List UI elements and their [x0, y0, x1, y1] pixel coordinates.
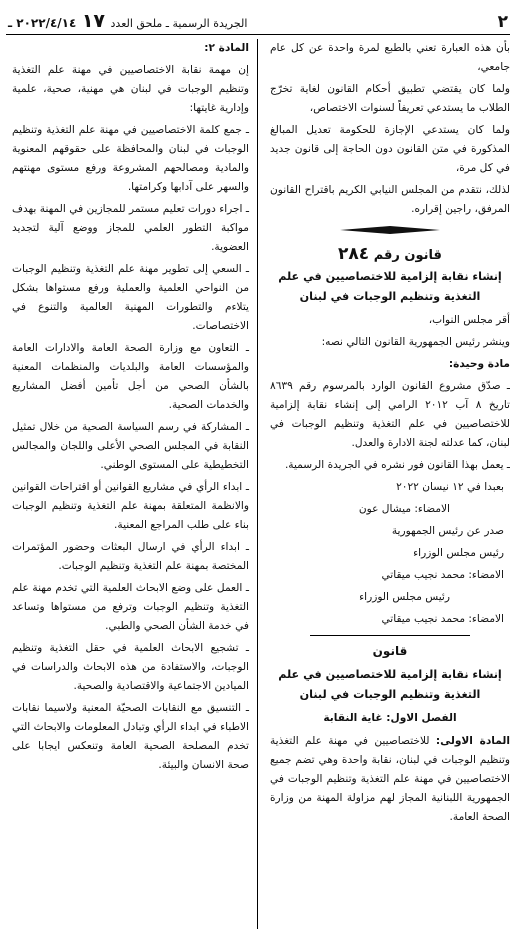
intro-paragraph: بأن هذه العبارة تعني بالطبع لمرة واحدة عن كل عام جامعي، [270, 42, 510, 73]
article-2-paragraph: ـ ابداء الرأي في ارسال البعثات وحضور المؤتمرات المختصة بمهنة علم التغذية وتنظيم الوجبات. [12, 541, 249, 572]
article-1 [270, 732, 510, 827]
pm-signature: الامضاء: محمد نجيب ميقاتي [381, 569, 504, 581]
article-2-paragraph: ـ جمع كلمة الاختصاصيين في مهنة علم التغذية وتنظيم الوجبات في لبنان والمحافظة على حقوقهم المعنوية والمادية ومصالحهم المشروعة ورفع مستوى مهنتهم والسهر على آدابها وكرامتها. [12, 124, 249, 193]
pm-title: رئيس مجلس الوزراء [413, 547, 504, 559]
gazette-name: الجريدة الرسمية ـ ملحق العدد [110, 17, 248, 30]
law-number-label: قانون رقم [373, 248, 442, 263]
article-2-paragraph: ـ التنسيق مع النقابات الصحيّة المعنية ولاسيما نقابات الاطباء في ابداء الرأي وتبادل المعلومات والابحاث التي تخدم المصلحة الصحية العامة وتنعكس ايجابا على صحة الانسان والبيئة. [12, 702, 249, 771]
intro-paragraph: ولما كان يقتضي تطبيق أحكام القانون لغاية تخرّج الطلاب ما يستدعي تعريفاً لسنوات الاختصاص، [270, 83, 510, 114]
article-2-paragraph: ـ السعي إلى تطوير مهنة علم التغذية وتنظيم الوجبات من النواحي العلمية والعملية ورفع مستواها بشكل يتلاءم والتطورات المهنية العالمية والتنوع في الاختصاصات. [12, 263, 249, 332]
single-article-paragraph: ـ صدّق مشروع القانون الوارد بالمرسوم رقم ٨٦٣٩ تاريخ ٨ آب ٢٠١٢ الرامي إلى إنشاء نقابة إلزامية للاختصاصيين في علم التغذية وتنظيم الوجبات في لبنان، كما عدلته لجنة الادارة والعدل. [270, 380, 510, 449]
separator-line [310, 635, 470, 636]
law-number: ٢٨٤ [338, 244, 370, 264]
pm-signature-2: الامضاء: محمد نجيب ميقاتي [381, 613, 504, 625]
single-article-paragraph: ـ يعمل بهذا القانون فور نشره في الجريدة الرسمية. [284, 459, 510, 471]
article-2-paragraph: ـ ابداء الرأي في مشاريع القوانين أو اقتراحات القوانين والانظمة المتعلقة بمهنة علم التغذية وتنظيم الوجبات بناء على طلب المراجع المعنية. [12, 481, 249, 531]
article-2-paragraph: ـ التعاون مع وزارة الصحة العامة والادارات العامة والمؤسسات العامة والبلديات والمنظمات المعنية بالشأن الصحي من أجل تأمين أفضل المشاريع والخدمات الصحية. [12, 342, 249, 411]
intro-paragraph: ولما كان يستدعي الإجازة للحكومة تعديل المبالغ المذكورة في متن القانون دون الحاجة إلى قانون جديد في كل مرة، [270, 124, 510, 174]
approval-line: أقر مجلس النواب، [428, 314, 510, 326]
article-2-heading: المادة ٢: [204, 42, 249, 54]
left-column [12, 39, 258, 929]
ornament-icon [340, 226, 440, 234]
page-number: ٢ [497, 12, 508, 32]
approval-line: وينشر رئيس الجمهورية القانون التالي نصه: [321, 336, 510, 348]
single-article-heading: مادة وحيدة: [448, 358, 510, 370]
right-column [264, 39, 510, 929]
article-2-paragraph: ـ اجراء دورات تعليم مستمر للمجازين في المهنة بهدف مواكبة التطور العلمي للمجاز ووضع آلية لتجديد العضوية. [12, 203, 249, 253]
law-heading: قانون [372, 644, 408, 658]
article-2-paragraph: إن مهمة نقابة الاختصاصيين في مهنة علم التغذية وتنظيم الوجبات في لبنان هي مهنية، صحية، علمية وإدارية غايتها: [12, 64, 249, 114]
article-2-paragraph: ـ المشاركة في رسم السياسة الصحية من خلال تمثيل النقابة في المجلس الصحي الأعلى واللجان والمجالس التخطيطية على المستوى الوطني. [12, 421, 249, 471]
law-title-2: إنشاء نقابة إلزامية للاختصاصيين في علم التغذية وتنظيم الوجبات في لبنان [278, 668, 502, 701]
chapter-heading: الفصل الاول: غاية النقابة [323, 712, 457, 724]
columns [6, 39, 510, 929]
dated-line: بعبدا في ١٢ نيسان ٢٠٢٢ [396, 481, 504, 493]
page-header [6, 6, 510, 35]
article-1-label: المادة الاولى: [435, 735, 510, 747]
law-title: إنشاء نقابة إلزامية للاختصاصيين في علم التغذية وتنظيم الوجبات في لبنان [278, 270, 502, 303]
issue-date: ٢٠٢٢/٤/١٤ ـ [8, 16, 77, 30]
article-1-text: للاختصاصيين في مهنة علم التغذية وتنظيم الوجبات في لبنان، نقابة واحدة وهي تضم جميع الاختصاصيين في مهنة علم التغذية وتنظيم الوجبات في الجمهورية اللبنانية المجاز لهم مزاولة المهنة من وزارة الصحة العامة. [270, 735, 510, 823]
intro-paragraph: لذلك، نتقدم من المجلس النيابي الكريم باقتراح القانون المرفق، راجين إقراره. [270, 184, 510, 215]
law-number-heading [270, 245, 510, 265]
issued-by: صدر عن رئيس الجمهورية [391, 525, 504, 537]
divider-ornament [270, 222, 510, 241]
article-2-paragraph: ـ العمل على وضع الابحاث العلمية التي تخدم مهنة علم التغذية وتنظيم الوجبات وترفع من مستواها وتساعد في خدمة الشأن الصحي والطبي. [12, 582, 249, 632]
pm-title-2: رئيس مجلس الوزراء [359, 591, 450, 603]
gazette-title [8, 10, 248, 32]
president-signature: الامضاء: ميشال عون [358, 503, 450, 515]
article-2-paragraph: ـ تشجيع الابحاث العلمية في حقل التغذية وتنظيم الوجبات، والاستفادة من هذه الابحاث والدراسات في الميادين الاجتماعية والاقتصادية والصحية. [12, 642, 249, 692]
issue-number: ١٧ [81, 10, 106, 32]
